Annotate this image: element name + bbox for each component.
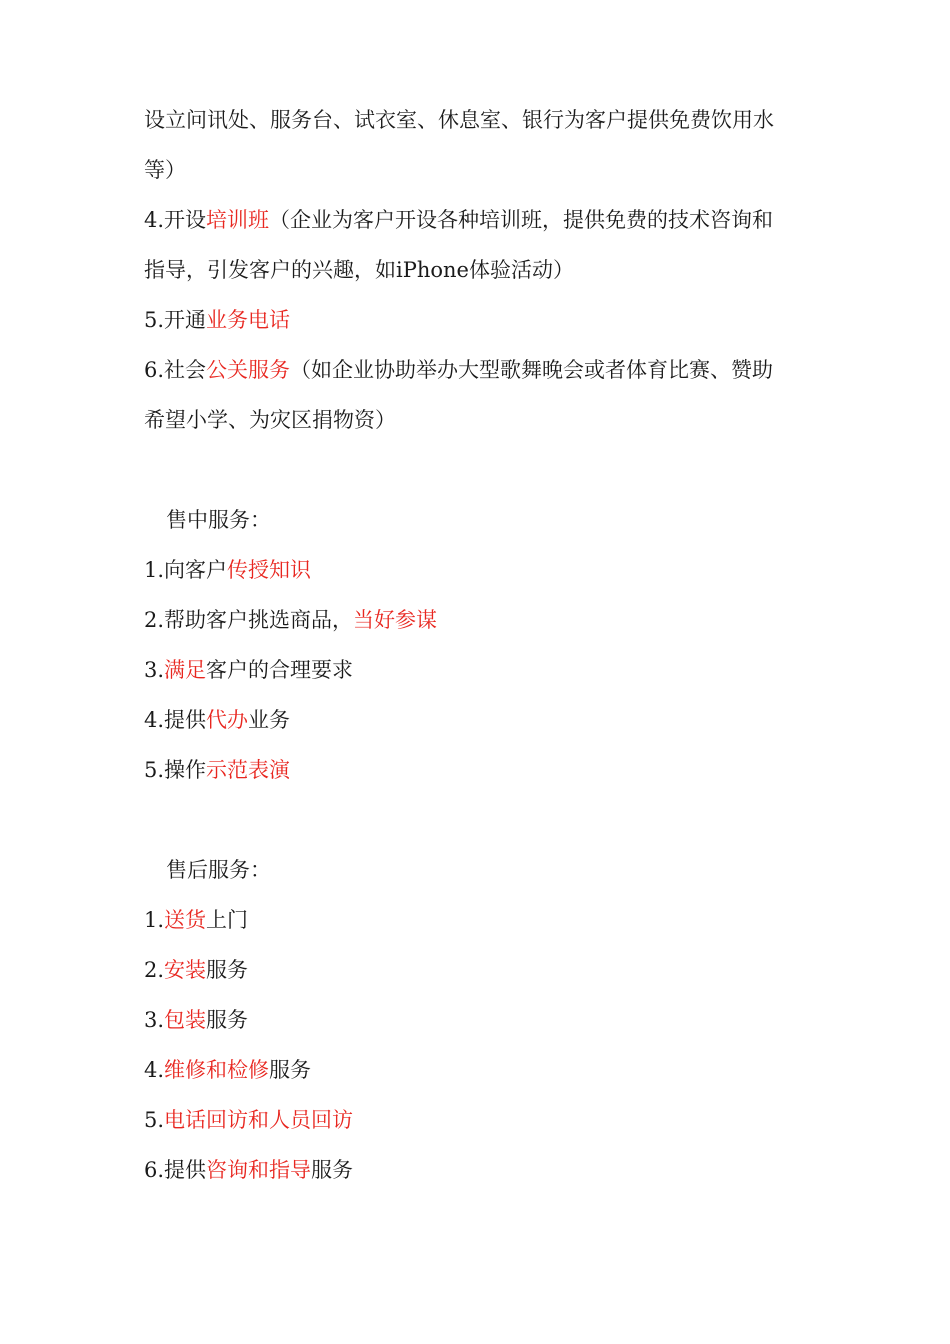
highlighted-text: 满足 <box>164 658 207 682</box>
blank-line <box>144 445 824 495</box>
text-line <box>144 1095 824 1145</box>
text-segment: 售后服务： <box>166 858 271 882</box>
text-segment: 上门 <box>206 908 249 932</box>
text-line <box>144 345 824 395</box>
text-segment: 2.帮助客户挑选商品， <box>144 608 354 632</box>
text-line <box>144 95 824 145</box>
highlighted-text: 包装 <box>164 1008 207 1032</box>
text-line <box>144 645 824 695</box>
highlighted-text: 示范表演 <box>206 758 291 782</box>
highlighted-text: 送货 <box>164 908 207 932</box>
text-segment: 5.开通 <box>144 308 207 332</box>
section-heading <box>144 495 824 545</box>
text-segment: 售中服务： <box>166 508 271 532</box>
text-segment: 4.开设 <box>144 208 207 232</box>
text-line <box>144 745 824 795</box>
text-line <box>144 295 824 345</box>
text-line <box>144 945 824 995</box>
text-segment: 4. <box>144 1058 165 1082</box>
text-segment: 6.社会 <box>144 358 207 382</box>
text-line <box>144 1045 824 1095</box>
highlighted-text: 培训班 <box>206 208 270 232</box>
text-segment: 服务 <box>311 1158 354 1182</box>
text-line <box>144 245 824 295</box>
text-line <box>144 145 824 195</box>
blank-line <box>144 795 824 845</box>
text-segment: 指导，引发客户的兴趣，如iPhone体验活动） <box>144 258 574 282</box>
text-segment: 服务 <box>206 958 249 982</box>
text-segment: 客户的合理要求 <box>206 658 354 682</box>
text-line <box>144 1145 824 1195</box>
text-segment: 服务 <box>269 1058 312 1082</box>
highlighted-text: 公关服务 <box>206 358 291 382</box>
highlighted-text: 咨询和指导 <box>206 1158 312 1182</box>
text-segment: 业务 <box>248 708 291 732</box>
text-segment: （如企业协助举办大型歌舞晚会或者体育比赛、赞助 <box>290 358 774 382</box>
highlighted-text: 当好参谋 <box>353 608 438 632</box>
highlighted-text: 传授知识 <box>227 558 312 582</box>
text-segment: 2. <box>144 958 165 982</box>
text-segment: 5.操作 <box>144 758 207 782</box>
text-line <box>144 695 824 745</box>
text-line <box>144 545 824 595</box>
text-segment: 4.提供 <box>144 708 207 732</box>
highlighted-text: 业务电话 <box>206 308 291 332</box>
highlighted-text: 代办 <box>206 708 249 732</box>
highlighted-text: 电话回访和人员回访 <box>164 1108 354 1132</box>
text-line <box>144 995 824 1045</box>
text-segment: 6.提供 <box>144 1158 207 1182</box>
text-segment: 1. <box>144 908 165 932</box>
section-heading <box>144 845 824 895</box>
text-segment: （企业为客户开设各种培训班，提供免费的技术咨询和 <box>269 208 774 232</box>
text-segment: 希望小学、为灾区捐物资） <box>144 408 396 432</box>
text-segment: 等） <box>144 158 186 182</box>
text-segment: 5. <box>144 1108 165 1132</box>
text-line <box>144 395 824 445</box>
text-segment: 3. <box>144 658 165 682</box>
text-line <box>144 895 824 945</box>
highlighted-text: 安装 <box>164 958 207 982</box>
highlighted-text: 维修和检修 <box>164 1058 270 1082</box>
text-line <box>144 595 824 645</box>
text-segment: 设立问讯处、服务台、试衣室、休息室、银行为客户提供免费饮用水 <box>144 108 774 132</box>
text-segment: 服务 <box>206 1008 249 1032</box>
text-line <box>144 195 824 245</box>
document-body <box>144 95 824 1195</box>
text-segment: 3. <box>144 1008 165 1032</box>
text-segment: 1.向客户 <box>144 558 228 582</box>
